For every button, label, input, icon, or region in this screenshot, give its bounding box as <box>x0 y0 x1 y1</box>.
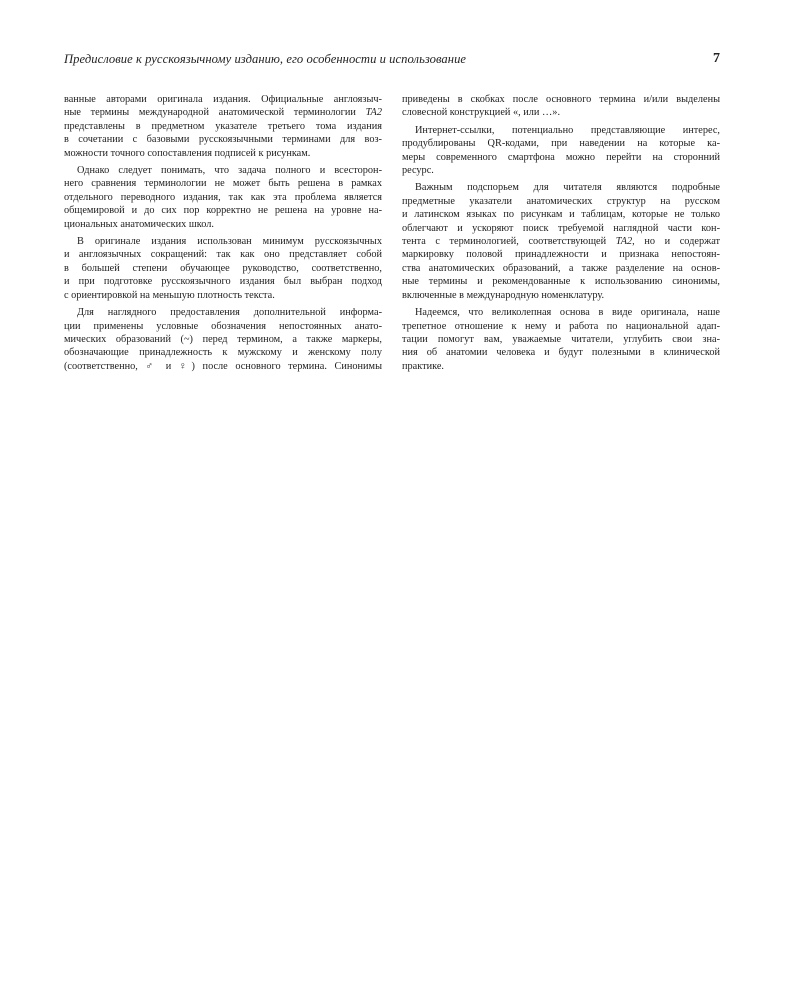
text-line: отдельного переводного издания, так как эта проблема является <box>64 191 382 203</box>
paragraph-synonyms <box>402 93 720 120</box>
text-line: и при подготовке русскоязычного издания был выбран подход <box>64 276 382 288</box>
text-line: него сравнения терминологии не может быть решена в рамках <box>64 178 382 190</box>
text-fragment: ные термины международной анатомической терминологии <box>64 107 366 119</box>
running-header <box>64 52 724 72</box>
text-line: можности точного сопоставления подписей к рисункам. <box>64 147 311 159</box>
text-line: ные термины и рекомендованные к использованию синонимы, <box>402 276 720 288</box>
text-line: включенные в международную номенклатуру. <box>402 289 605 301</box>
text-line: тации помогут вам, уважаемые читатели, углубить свои зна- <box>402 333 720 345</box>
text-line: ства анатомических образований, а также разделение на основ- <box>402 262 720 274</box>
text-line <box>402 235 720 248</box>
text-line: ресурс. <box>402 165 434 177</box>
text-line: ния об анатомии человека и будут полезными в клинической <box>402 347 720 359</box>
text-line: мических образований (~) перед термином, а также маркеры, <box>64 333 382 345</box>
text-line: практике. <box>402 360 444 372</box>
text-line: ванные авторами оригинала издания. Официальные англоязыч- <box>64 94 382 105</box>
text-line: облегчают и ускоряют поиск требуемой наглядной части кон- <box>402 222 720 234</box>
text-line: ции применены условные обозначения непостоянных анато- <box>64 320 382 332</box>
paragraph-indexes <box>402 181 720 302</box>
text-line: и латинском языках по рисункам и таблицам, которые не только <box>402 209 720 221</box>
text-line: Однако следует понимать, что задача полного и всесторон- <box>77 165 382 177</box>
text-fragment: тента с терминологией, соответствующей <box>402 236 616 248</box>
text-line: меры современного смартфона можно перейти на сторонний <box>402 151 720 163</box>
left-column <box>64 93 382 373</box>
text-line: Интернет-ссылки, потенциально представляющие интерес, <box>415 124 720 136</box>
text-line: В оригинале издания использован минимум русскоязычных <box>77 236 382 248</box>
ta2-term: TA2 <box>615 236 633 248</box>
text-line: Важным подспорьем для читателя являются подробные <box>415 182 720 194</box>
text-line: с ориентировкой на меньшую плотность текста. <box>64 289 275 301</box>
text-line <box>64 106 382 119</box>
text-line: циональных анатомических школ. <box>64 218 214 230</box>
text-line: приведены в скобках после основного термина и/или выделены <box>402 94 720 105</box>
paragraph-symbols <box>64 306 382 373</box>
text-line: словесной конструкцией «, или …». <box>402 107 561 119</box>
ta2-term: TA2 <box>365 107 382 119</box>
text-line: в большей степени обучающее руководство, соответственно, <box>64 262 382 274</box>
text-line: обозначающие принадлежность к мужскому и женскому полу <box>64 347 382 359</box>
text-line: (соответственно, ♂ и ♀) после основного термина. Синонимы <box>64 360 382 372</box>
text-line: представлены в предметном указателе третьего тома издания <box>64 120 382 132</box>
text-line: маркировку половой принадлежности и признака непостоян- <box>402 249 720 261</box>
text-line: Надеемся, что великолепная основа в виде оригинала, наше <box>415 307 720 319</box>
paragraph-qr-codes <box>402 124 720 178</box>
text-fragment: , но и содержат <box>632 236 721 248</box>
text-line: общемировой и до сих пор корректно не решена на уровне на- <box>64 205 382 217</box>
text-line: Для наглядного предоставления дополнительной информа- <box>77 307 382 319</box>
text-line: трепетное отношение к нему и работа по национальной адап- <box>402 320 720 332</box>
paragraph-comparison <box>64 164 382 231</box>
page-number: 7 <box>713 51 720 66</box>
text-line: в сочетании с базовыми русскоязычными терминами для воз- <box>64 134 382 146</box>
right-column <box>402 93 720 373</box>
text-line: продублированы QR-кодами, при наведении на которые ка- <box>402 138 720 150</box>
paragraph-terminology <box>64 93 382 160</box>
paragraph-closing <box>402 306 720 373</box>
running-header-title: Предисловие к русскоязычному изданию, его особенности и использование <box>64 52 467 66</box>
text-line: предметные указатели анатомических структур на русском <box>402 195 720 207</box>
text-line: и англоязычных сокращений: так как оно представляет собой <box>64 249 382 261</box>
paragraph-abbreviations <box>64 235 382 302</box>
